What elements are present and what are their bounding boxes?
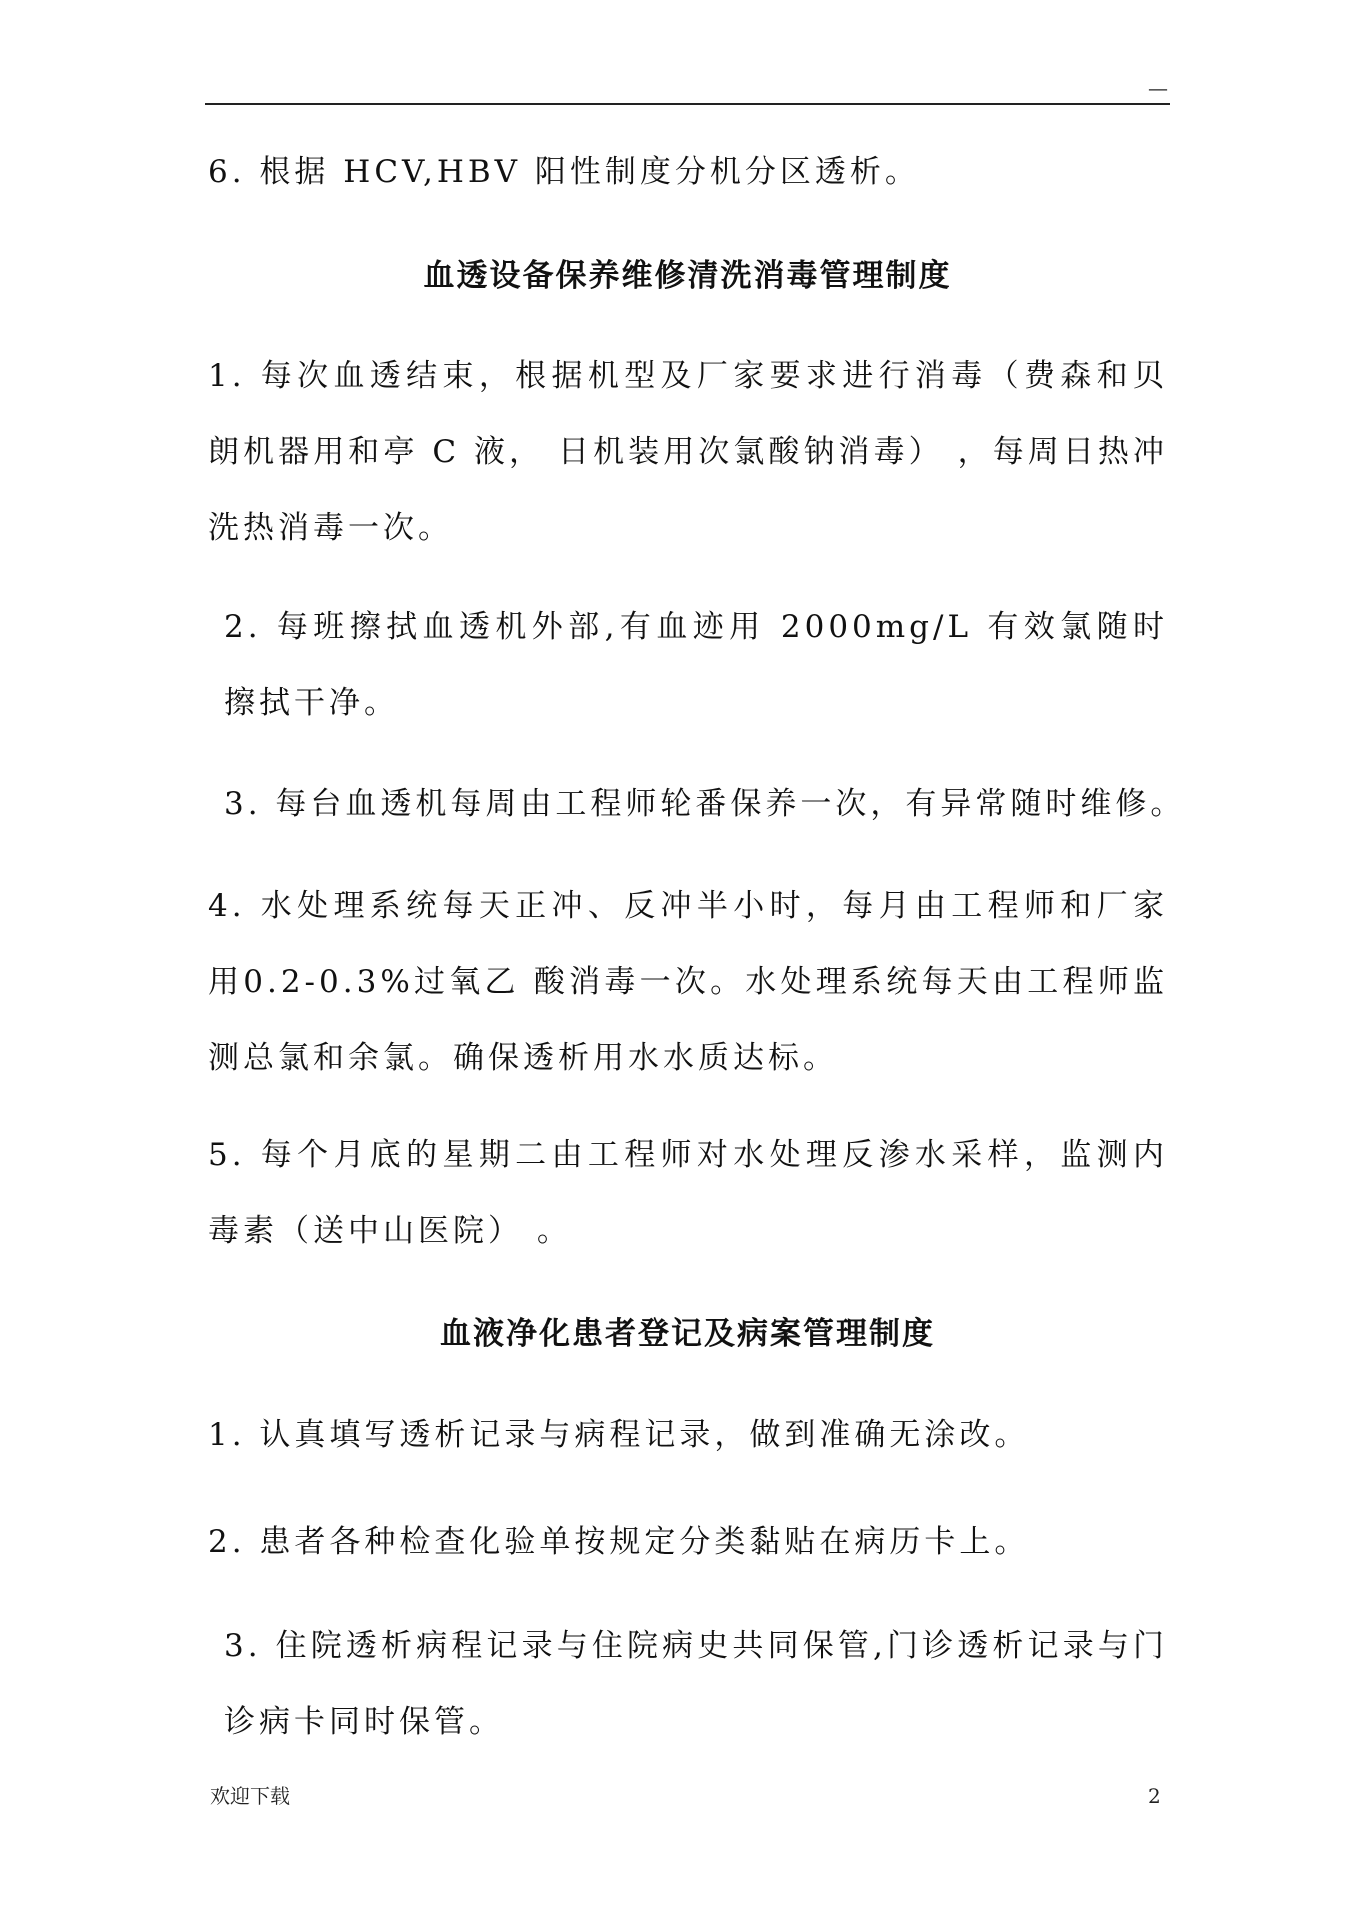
equipment-item-2: 2. 每班擦拭血透机外部,有血迹用 2000mg/L 有效氯随时擦拭干净。: [224, 609, 1168, 721]
footer-text: 欢迎下载: [210, 1784, 290, 1808]
page-number: 2: [1148, 1784, 1161, 1808]
records-item-1: 1. 认真填写透析记录与病程记录，做到准确无涂改。: [208, 1417, 1030, 1453]
section-heading-records: 血液净化患者登记及病案管理制度: [440, 1316, 935, 1352]
equipment-item-1: 1. 每次血透结束，根据机型及厂家要求进行消毒（费森和贝朗机器用和亭 C 液， 日机装用次氯酸钠消毒） ，每周日热冲洗热消毒一次。: [208, 358, 1168, 546]
section-heading-equipment: 血透设备保养维修清洗消毒管理制度: [423, 258, 952, 294]
records-item-2: 2. 患者各种检查化验单按规定分类黏贴在病历卡上。: [208, 1524, 1030, 1560]
paragraph-hcv: 6. 根据 HCV,HBV 阳性制度分机分区透析。: [208, 154, 920, 190]
equipment-item-4: 4. 水处理系统每天正冲、反冲半小时，每月由工程师和厂家用0.2-0.3%过氧乙 酸消毒一次。水处理系统每天由工程师监测总氯和余氯。确保透析用水水质达标。: [208, 888, 1168, 1076]
records-item-3: 3. 住院透析病程记录与住院病史共同保管,门诊透析记录与门诊病卡同时保管。: [224, 1628, 1168, 1740]
equipment-item-5: 5. 每个月底的星期二由工程师对水处理反渗水采样，监测内毒素（送中山医院） 。: [208, 1137, 1168, 1249]
header-mark: —: [1148, 76, 1168, 100]
header-rule: [205, 103, 1170, 105]
equipment-item-3: 3. 每台血透机每周由工程师轮番保养一次，有异常随时维修。: [224, 786, 1186, 822]
